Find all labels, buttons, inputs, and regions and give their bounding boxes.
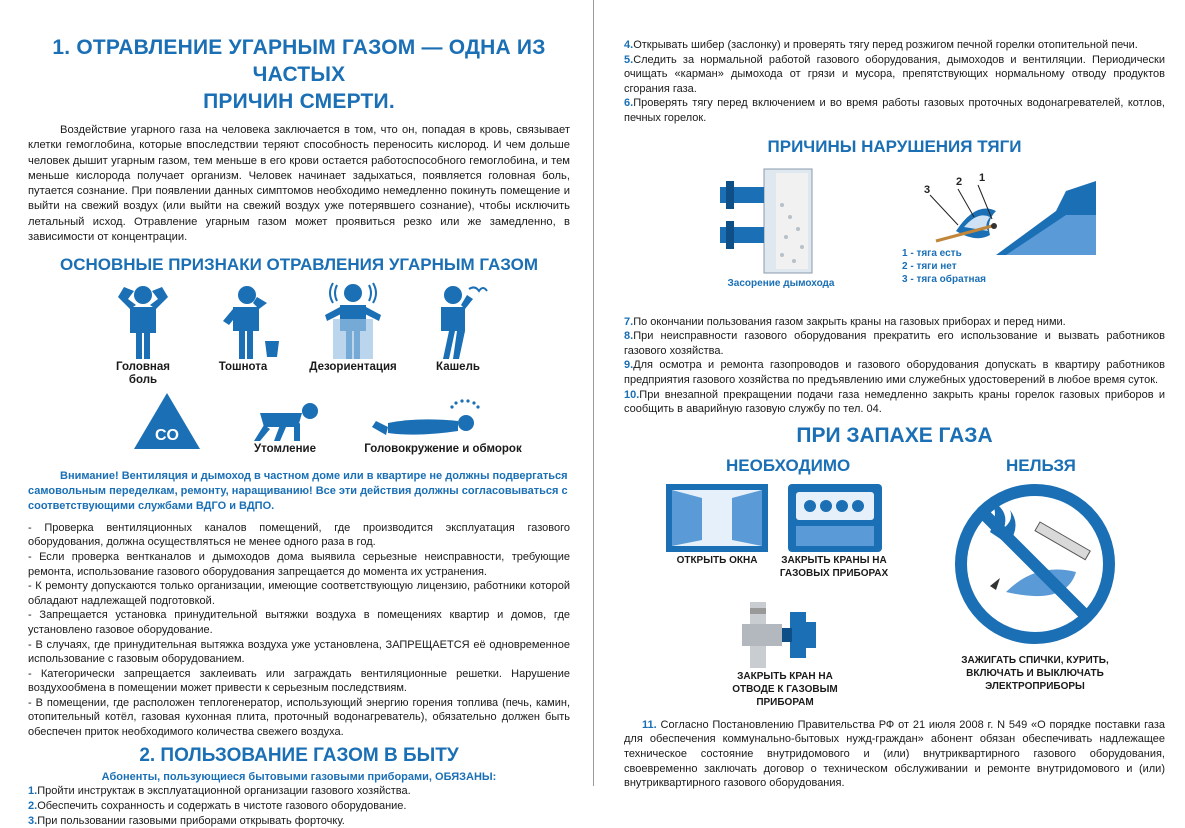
symptoms-panel [28,279,570,465]
symptom-headache [108,283,178,387]
chimney-caption: Засорение дымохода [727,277,835,289]
duties-list-1 [28,784,570,828]
ventilation-rules [28,521,570,740]
draft-number-3: 3 [924,183,931,196]
open-windows-item [662,482,772,567]
co-triangle-icon [132,391,202,451]
symptom-cough [423,283,493,374]
section1-title [28,34,570,115]
rule-item: - Проверка вентиляционных каналов помещений, где производится эксплуатация газового оборудования, должна осуществляться не менее одного раза в год. [28,521,570,549]
must-title: НЕОБХОДИМО [726,455,851,475]
duty-item: 8.При неисправности газового оборудования прекратить его использование и вызвать работников газового хозяйства. [624,330,1165,357]
mustnot-title: НЕЛЬЗЯ [1006,455,1076,475]
duty-item: 9.Для осмотра и ремонта газопроводов и газового оборудования допускать в квартиру работников предприятия газового хозяйства по предъявлению ими служебных удостоверений в любое время суток. [624,359,1165,386]
rule-item: - В помещении, где расположен теплогенератор, использующий энергию горения топлива (печь, камин, отопительный котёл, газовая кухонная плита, проточный водонагреватель), обязательно должен быть обеспечен приток необходимого количества свежего воздуха. [28,696,570,739]
legend-item: 2 - тяги нет [902,260,957,272]
item-11: 11. Согласно Постановлению Правительства РФ от 21 июля 2008 г. N 549 «О порядке поставки газа для обеспечения коммунально-бытовых нужд-граждан» абонент обязан обеспечивать надлежащее техническое состояние внутридомового и (или) внутриквартирного газового оборудования, своевременно заключать договор о техническом обслуживании и ремонте внутридомового и (или) внутриквартирного газового оборудования. [624,718,1165,790]
draft-number-2: 2 [956,175,963,188]
symptom-nausea [203,283,283,374]
rule-item: - К ремонту допускаются только организации, имеющие соответствующую лицензию, работники которой обладают надлежащей подготовкой. [28,580,570,607]
duty-item: 5.Следить за нормальной работой газового оборудования, дымоходов и вентиляции. Периодически очищать «карман» дымохода от грязи и мусора, препятствующих нормальному отводу продуктов сгорания газа. [624,53,1165,95]
section1-title-line2: ПРИЧИН СМЕРТИ. [203,90,395,113]
forbidden-label: ЗАЖИГАТЬ СПИЧКИ, КУРИТЬ, ВКЛЮЧАТЬ И ВЫКЛЮЧАТЬ ЭЛЕКТРОПРИБОРЫ [961,654,1109,692]
left-column [0,0,592,827]
rule-item: - Категорически запрещается заклеивать или заграждать вентиляционные решетки. Нарушение воздухообмена в помещении может привести к серьезным последствиям. [28,667,570,695]
duty-item: 6.Проверять тягу перед включением и во время работы газовых проточных водонагревателей, котлов, печных горелок. [624,97,1165,124]
co-warning [132,391,202,451]
co-text: CO [155,427,179,445]
dizziness-icon [358,397,528,443]
duty-item: 10.При внезапной прекращении подачи газа немедленно закрыть краны горелок газовых приборов и сообщить в аварийную газовую службу по тел. 04. [624,388,1165,416]
ventilation-warning: Внимание! Вентиляция и дымоход в частном доме или в квартире не должны подвергаться самовольным переделкам, ремонту, наращиванию! Все эти действия должны согласовываться с соответствующими службами ВДГО и ВДПО. [28,470,568,512]
rule-item: - Запрещается установка принудительной вытяжки воздуха в помещениях квартир и домов, где установлено газовое оборудование. [28,609,570,636]
duties-list-2 [624,38,1165,126]
gas-valve-icon [720,598,850,670]
chimney-figure [716,165,846,290]
draft-flame-icon [896,161,1096,259]
section1-title-line1: 1. ОТРАВЛЕНИЕ УГАРНЫМ ГАЗОМ — ОДНА ИЗ ЧАСТЫХ [52,36,546,86]
symptom-dizziness [358,397,528,456]
nausea-icon [203,283,283,361]
gas-stove-icon [774,482,894,554]
column-divider [593,0,594,786]
duty-item: 3.При пользовании газовыми приборами открывать форточку. [28,814,345,827]
duty-item: 4.Открывать шибер (заслонку) и проверять тягу перед розжигом печной горелки отопительной печи. [624,39,1138,51]
open-window-icon [662,482,772,554]
close-taps-label: ЗАКРЫТЬ КРАНЫ НА ГАЗОВЫХ ПРИБОРАХ [779,554,889,579]
draft-illustration [624,161,1165,299]
right-column [596,0,1185,790]
draft-figure [896,161,1096,285]
open-windows-label: ОТКРЫТЬ ОКНА [676,554,758,566]
headache-icon [108,283,178,361]
legend-item: 3 - тяга обратная [902,273,986,285]
duties-list-3 [624,315,1165,417]
symptom-fatigue-label: Утомление [254,443,316,456]
draft-number-1: 1 [979,171,986,184]
symptom-disorientation-label: Дезориентация [309,361,397,374]
symptom-dizziness-label: Головокружение и обморок [364,443,522,456]
symptom-disorientation [303,279,403,374]
section2-lead: Абоненты, пользующиеся бытовыми газовыми приборами, ОБЯЗАНЫ: [101,770,497,783]
symptom-fatigue [240,401,330,456]
duty-item: 2.Обеспечить сохранность и содержать в чистоте газового оборудование. [28,800,407,813]
section2-title: 2. ПОЛЬЗОВАНИЕ ГАЗОМ В БЫТУ [139,744,459,766]
duty-item: 1.Пройти инструктаж в эксплуатационной организации газового хозяйства. [28,785,411,798]
cough-icon [423,283,493,361]
signs-title: ОСНОВНЫЕ ПРИЗНАКИ ОТРАВЛЕНИЯ УГАРНЫМ ГАЗОМ [59,255,539,275]
close-taps-item [774,482,894,580]
draft-legend [902,247,986,286]
legend-item: 1 - тяга есть [902,247,962,259]
symptom-cough-label: Кашель [436,361,480,374]
symptom-nausea-label: Тошнота [218,361,268,374]
close-valve-item [720,598,850,709]
fatigue-icon [240,401,330,443]
draft-title: ПРИЧИНЫ НАРУШЕНИЯ ТЯГИ [767,136,1022,156]
rule-item: - В случаях, где принудительная вытяжка воздуха уже установлена, ЗАПРЕЩАЕТСЯ её одновременное использование с газовым оборудованием. [28,638,570,666]
duty-item: 7.По окончании пользования газом закрыть краны на газовых приборах и перед ними. [624,315,1066,328]
rule-item: - Если проверка вентканалов и дымоходов дома выявила серьезные неисправности, требующие ремонта, использование газового оборудования запрещается до момента их устранения. [28,550,570,578]
symptom-headache-label: Головная боль [116,361,170,387]
gas-smell-panel [624,450,1165,710]
clogged-chimney-icon [716,165,846,277]
prohibited-icon [950,482,1120,650]
forbidden-item [950,482,1120,693]
close-valve-label: ЗАКРЫТЬ КРАН НА ОТВОДЕ К ГАЗОВЫМ ПРИБОРАМ [732,670,838,708]
disorientation-icon [303,279,403,361]
gas-smell-title: ПРИ ЗАПАХЕ ГАЗА [796,423,993,447]
intro-paragraph: Воздействие угарного газа на человека заключается в том, что он, попадая в кровь, связывает клетки гемоглобина, которые впоследствии теряют способность переносить кислород. И чем дольше человек дышит угарным газом, тем меньше в его крови остается работоспособного гемоглобина, и тем меньше кислорода получает организм. Человек начинает задыхаться, появляется головная боль, путается сознание. При появлении данных симптомов необходимо немедленно покинуть помещение и выйти на свежий воздух (или выйти на свежий воздух уже потерявшего сознание), чтобы исключить летальный исход. Отравление угарным газом может проявиться резко или же замедленно, в зависимости от концентрации. [28,124,570,244]
